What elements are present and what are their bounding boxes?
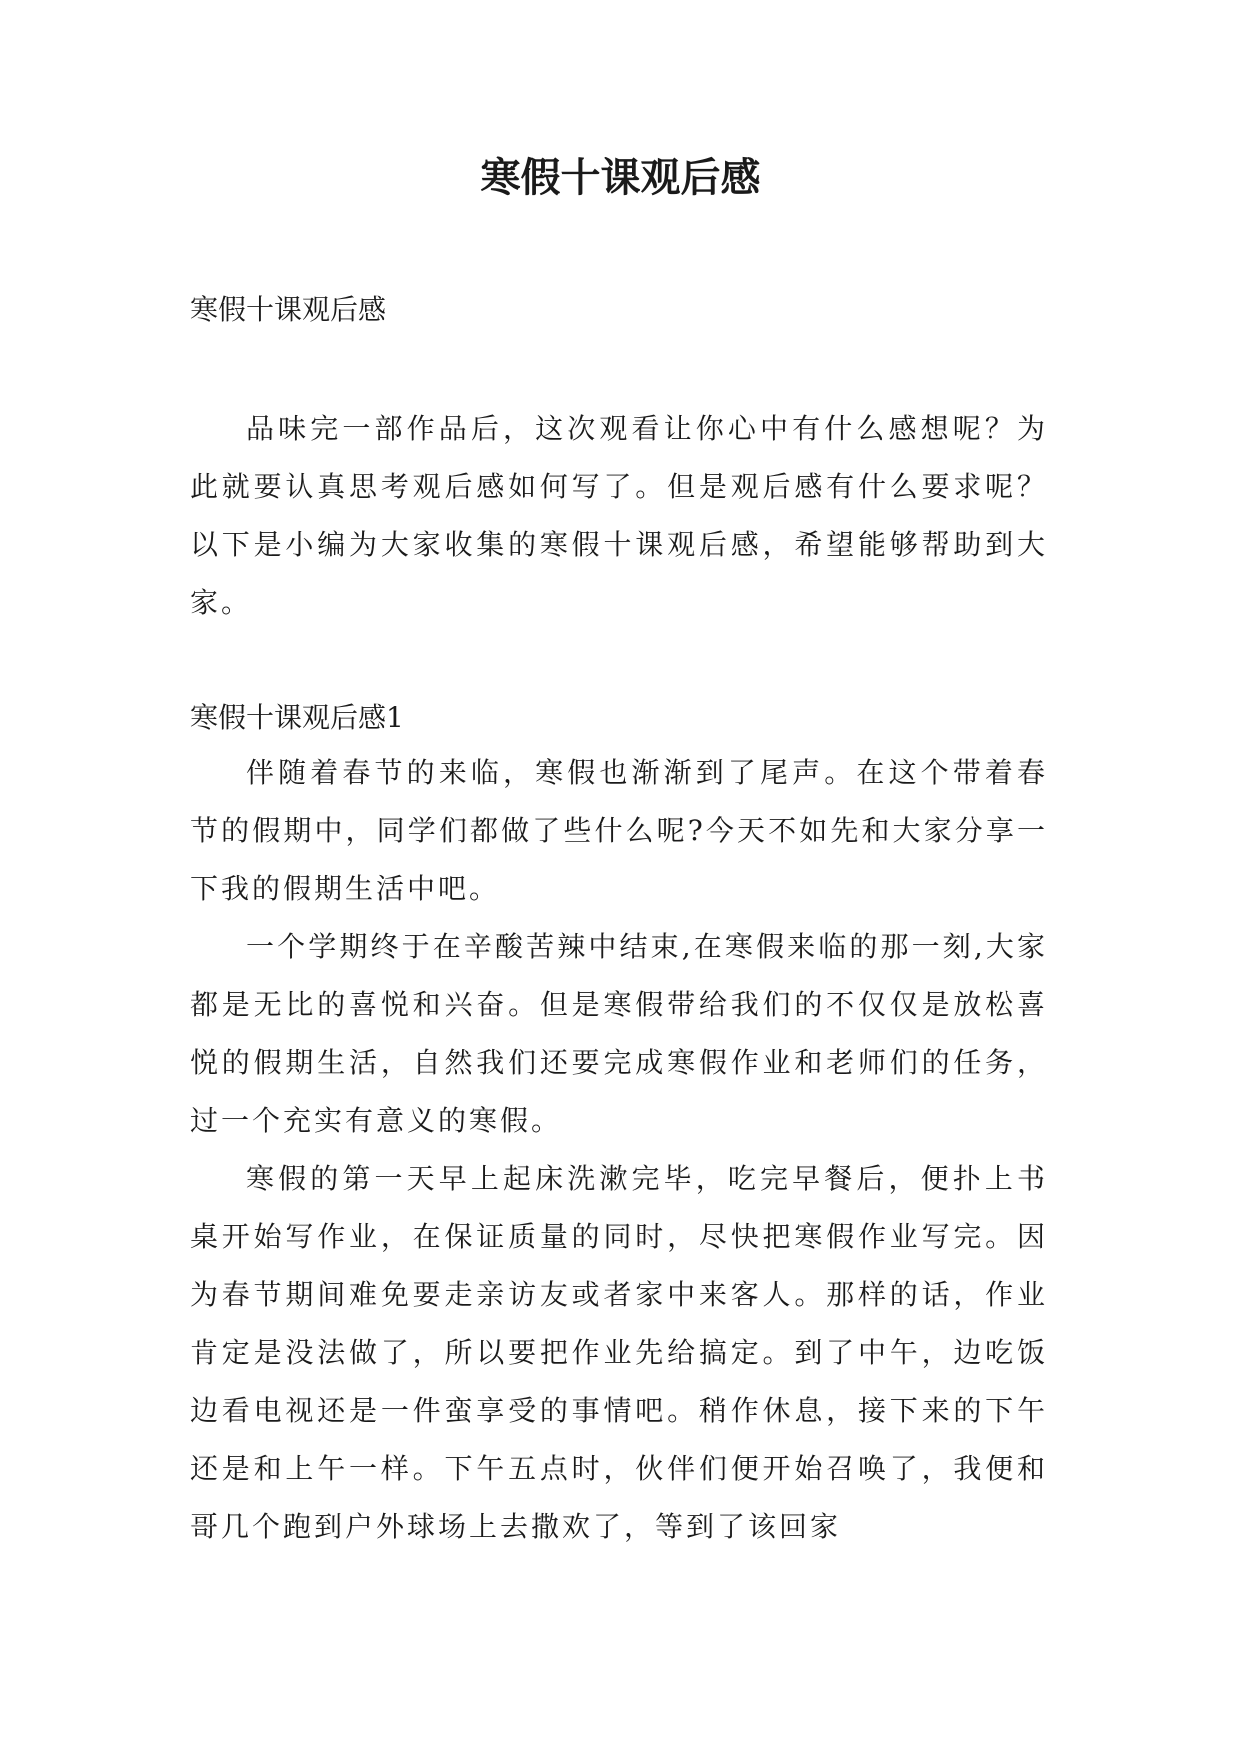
body-paragraph-3: 寒假的第一天早上起床洗漱完毕，吃完早餐后，便扑上书桌开始写作业，在保证质量的同时，尽快把寒假作业写完。因为春节期间难免要走亲访友或者家中来客人。那样的话，作业肯定是没法做了，所以要把作业先给搞定。到了中午，边吃饭边看电视还是一件蛮享受的事情吧。稍作休息，接下来的下午还是和上午一样。下午五点时，伙伴们便开始召唤了，我便和哥几个跑到户外球场上去撒欢了，等到了该回家 [190, 1162, 1048, 1543]
intro-block [190, 400, 1048, 632]
section-body [190, 744, 1048, 1556]
document-title: 寒假十课观后感 [480, 155, 761, 201]
section-heading: 寒假十课观后感1 [190, 701, 404, 734]
body-paragraph-1: 伴随着春节的来临，寒假也渐渐到了尾声。在这个带着春节的假期中，同学们都做了些什么呢?今天不如先和大家分享一下我的假期生活中吧。 [190, 756, 1048, 905]
intro-paragraph: 品味完一部作品后，这次观看让你心中有什么感想呢？为此就要认真思考观后感如何写了。但是观后感有什么要求呢？以下是小编为大家收集的寒假十课观后感，希望能够帮助到大家。 [190, 412, 1048, 619]
body-paragraph-2: 一个学期终于在辛酸苦辣中结束,在寒假来临的那一刻,大家都是无比的喜悦和兴奋。但是寒假带给我们的不仅仅是放松喜悦的假期生活，自然我们还要完成寒假作业和老师们的任务，过一个充实有意义的寒假。 [190, 930, 1048, 1137]
document-subtitle: 寒假十课观后感 [190, 293, 387, 326]
